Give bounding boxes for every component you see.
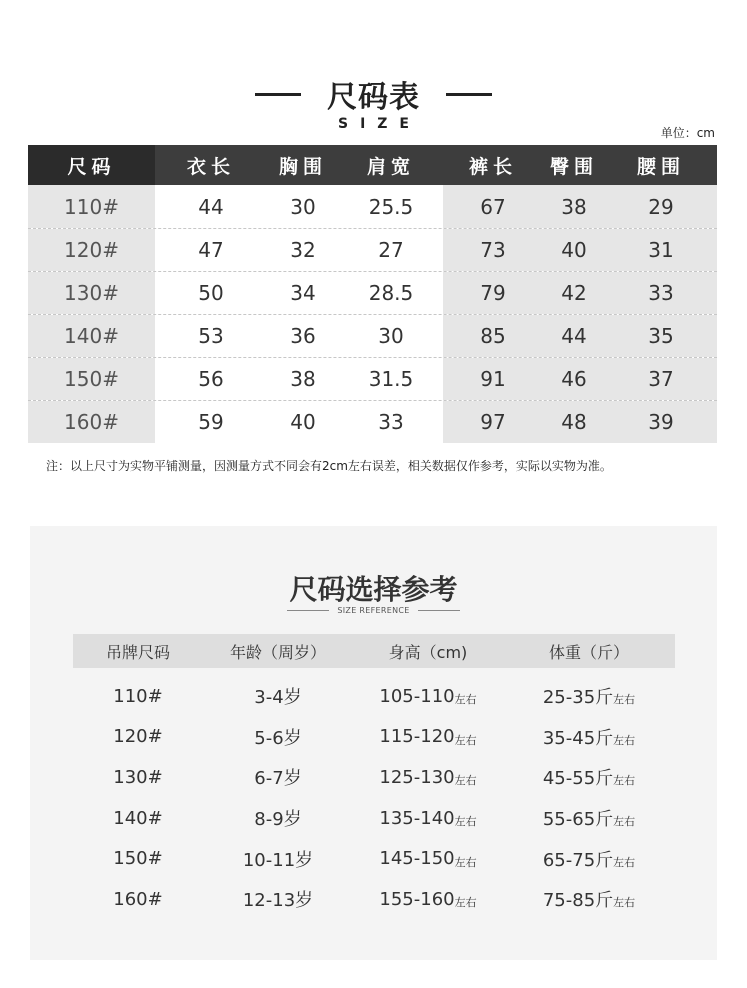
size-chart-title-block (0, 72, 747, 132)
unit-label: 单位：cm (660, 126, 715, 140)
ref-cell-weight (503, 757, 675, 798)
cell-shoulder: 25.5 (368, 194, 414, 219)
cell-shoulder: 31.5 (368, 367, 414, 391)
cell-size: 150# (28, 358, 155, 400)
cell-size: 130# (28, 272, 155, 314)
ref-height-suffix: 左右 (454, 774, 477, 788)
cell-size: 140# (28, 315, 155, 357)
cell-hip: 48 (543, 401, 605, 443)
ref-weight-value: 65-75斤 (542, 849, 614, 871)
ref-height-value: 155-160 (379, 888, 455, 910)
cell-length: 50 (198, 281, 224, 305)
cell-waist: 39 (605, 401, 717, 443)
ref-cell-age: 3-4岁 (254, 687, 302, 709)
subtitle-line-left (287, 610, 329, 611)
cell-pants-length: 85 (443, 315, 543, 357)
cell-waist: 29 (605, 185, 717, 228)
ref-header-tag-size: 吊牌尺码 (105, 642, 170, 662)
cell-hip: 46 (543, 358, 605, 400)
subtitle-line-right (418, 610, 460, 611)
ref-header-age: 年龄（周岁） (229, 642, 326, 662)
ref-cell-size: 140# (113, 807, 163, 829)
cell-chest: 32 (290, 238, 316, 262)
reference-subtitle: SIZE REFERENCE (337, 606, 410, 615)
header-cell-waist: 腰围 (636, 155, 685, 178)
table-row (28, 357, 717, 400)
ref-cell-size: 120# (113, 726, 163, 748)
reference-title: 尺码选择参考 (289, 573, 458, 606)
cell-hip: 44 (543, 315, 605, 357)
cell-waist: 33 (605, 272, 717, 314)
measurement-note: 注：以上尺寸为实物平铺测量，因测量方式不同会有2cm左右误差，相关数据仅作参考，实际以实物为准。 (46, 459, 612, 473)
cell-waist: 37 (605, 358, 717, 400)
ref-cell-weight (503, 838, 675, 879)
cell-waist: 31 (605, 229, 717, 271)
size-table (28, 145, 717, 443)
cell-hip: 40 (543, 229, 605, 271)
cell-size: 160# (28, 401, 155, 443)
table-row (28, 314, 717, 357)
ref-weight-value: 45-55斤 (542, 768, 614, 790)
ref-cell-height (353, 757, 503, 798)
cell-length: 44 (198, 194, 224, 219)
ref-cell-weight (503, 798, 675, 839)
ref-height-value: 125-130 (379, 766, 455, 788)
ref-height-value: 105-110 (379, 685, 455, 707)
size-reference-panel (30, 526, 717, 960)
cell-pants-length: 97 (443, 401, 543, 443)
ref-cell-weight (503, 676, 675, 717)
cell-shoulder: 30 (378, 324, 404, 348)
table-row (28, 400, 717, 443)
ref-height-suffix: 左右 (454, 855, 477, 869)
ref-height-suffix: 左右 (454, 815, 477, 829)
cell-length: 59 (198, 410, 224, 434)
page-title: 尺码表 (327, 80, 420, 115)
cell-waist: 35 (605, 315, 717, 357)
reference-row (73, 838, 675, 879)
cell-hip: 38 (543, 185, 605, 228)
cell-shoulder: 27 (378, 238, 404, 262)
title-line-right (446, 93, 492, 96)
size-table-header (28, 145, 717, 185)
ref-cell-weight (503, 879, 675, 920)
header-cell-shoulder: 肩宽 (366, 155, 415, 178)
reference-row (73, 717, 675, 758)
cell-pants-length: 79 (443, 272, 543, 314)
ref-cell-age: 12-13岁 (242, 890, 314, 912)
ref-weight-suffix: 左右 (613, 815, 636, 829)
table-row (28, 271, 717, 314)
ref-cell-age: 6-7岁 (254, 768, 302, 790)
cell-length: 53 (198, 324, 224, 348)
ref-cell-size: 150# (113, 848, 163, 870)
cell-length: 56 (198, 367, 224, 391)
ref-weight-suffix: 左右 (613, 733, 636, 747)
cell-chest: 40 (290, 410, 316, 434)
cell-shoulder: 28.5 (368, 281, 414, 305)
ref-weight-suffix: 左右 (613, 855, 636, 869)
ref-cell-age: 8-9岁 (254, 809, 302, 831)
ref-cell-height (353, 798, 503, 839)
cell-pants-length: 73 (443, 229, 543, 271)
ref-height-suffix: 左右 (454, 896, 477, 910)
reference-row (73, 757, 675, 798)
cell-hip: 42 (543, 272, 605, 314)
ref-cell-height (353, 676, 503, 717)
ref-height-value: 135-140 (379, 807, 455, 829)
page-subtitle: SIZE (337, 116, 421, 132)
cell-shoulder: 33 (378, 410, 404, 434)
reference-row (73, 676, 675, 717)
ref-weight-suffix: 左右 (613, 774, 636, 788)
ref-height-value: 145-150 (379, 848, 455, 870)
ref-header-weight: 体重（斤） (548, 642, 629, 662)
cell-pants-length: 67 (443, 185, 543, 228)
reference-row (73, 879, 675, 920)
table-row (28, 185, 717, 228)
reference-table-body (73, 676, 675, 920)
cell-chest: 38 (290, 367, 316, 391)
cell-length: 47 (198, 238, 224, 262)
header-cell-hip: 臀围 (549, 155, 598, 178)
ref-cell-age: 10-11岁 (242, 849, 314, 871)
ref-weight-value: 55-65斤 (542, 809, 614, 831)
title-line-left (255, 93, 301, 96)
cell-chest: 34 (290, 281, 316, 305)
cell-chest: 36 (290, 324, 316, 348)
ref-cell-size: 160# (113, 888, 163, 910)
title-row (0, 72, 747, 116)
ref-height-value: 115-120 (379, 726, 455, 748)
reference-row (73, 798, 675, 839)
ref-height-suffix: 左右 (454, 693, 477, 707)
ref-height-suffix: 左右 (454, 733, 477, 747)
table-row (28, 228, 717, 271)
cell-chest: 30 (290, 194, 316, 219)
header-cell-chest: 胸围 (278, 155, 327, 178)
ref-cell-weight (503, 717, 675, 758)
header-cell-pants-length: 裤长 (468, 155, 517, 178)
ref-weight-value: 75-85斤 (542, 890, 614, 912)
ref-weight-suffix: 左右 (613, 896, 636, 910)
ref-cell-size: 110# (113, 685, 163, 707)
header-cell-size: 尺码 (28, 145, 155, 185)
cell-size: 110# (28, 185, 155, 228)
ref-weight-value: 35-45斤 (542, 727, 614, 749)
ref-cell-size: 130# (113, 766, 163, 788)
reference-table-header (73, 634, 675, 668)
header-cell-length: 衣长 (186, 155, 235, 178)
ref-cell-height (353, 879, 503, 920)
ref-weight-value: 25-35斤 (542, 687, 614, 709)
ref-header-height: 身高（cm) (388, 642, 468, 662)
cell-pants-length: 91 (443, 358, 543, 400)
size-table-body (28, 185, 717, 443)
cell-size: 120# (28, 229, 155, 271)
ref-cell-height (353, 717, 503, 758)
ref-cell-age: 5-6岁 (254, 727, 302, 749)
ref-cell-height (353, 838, 503, 879)
ref-weight-suffix: 左右 (613, 693, 636, 707)
reference-subtitle-row (30, 606, 717, 615)
